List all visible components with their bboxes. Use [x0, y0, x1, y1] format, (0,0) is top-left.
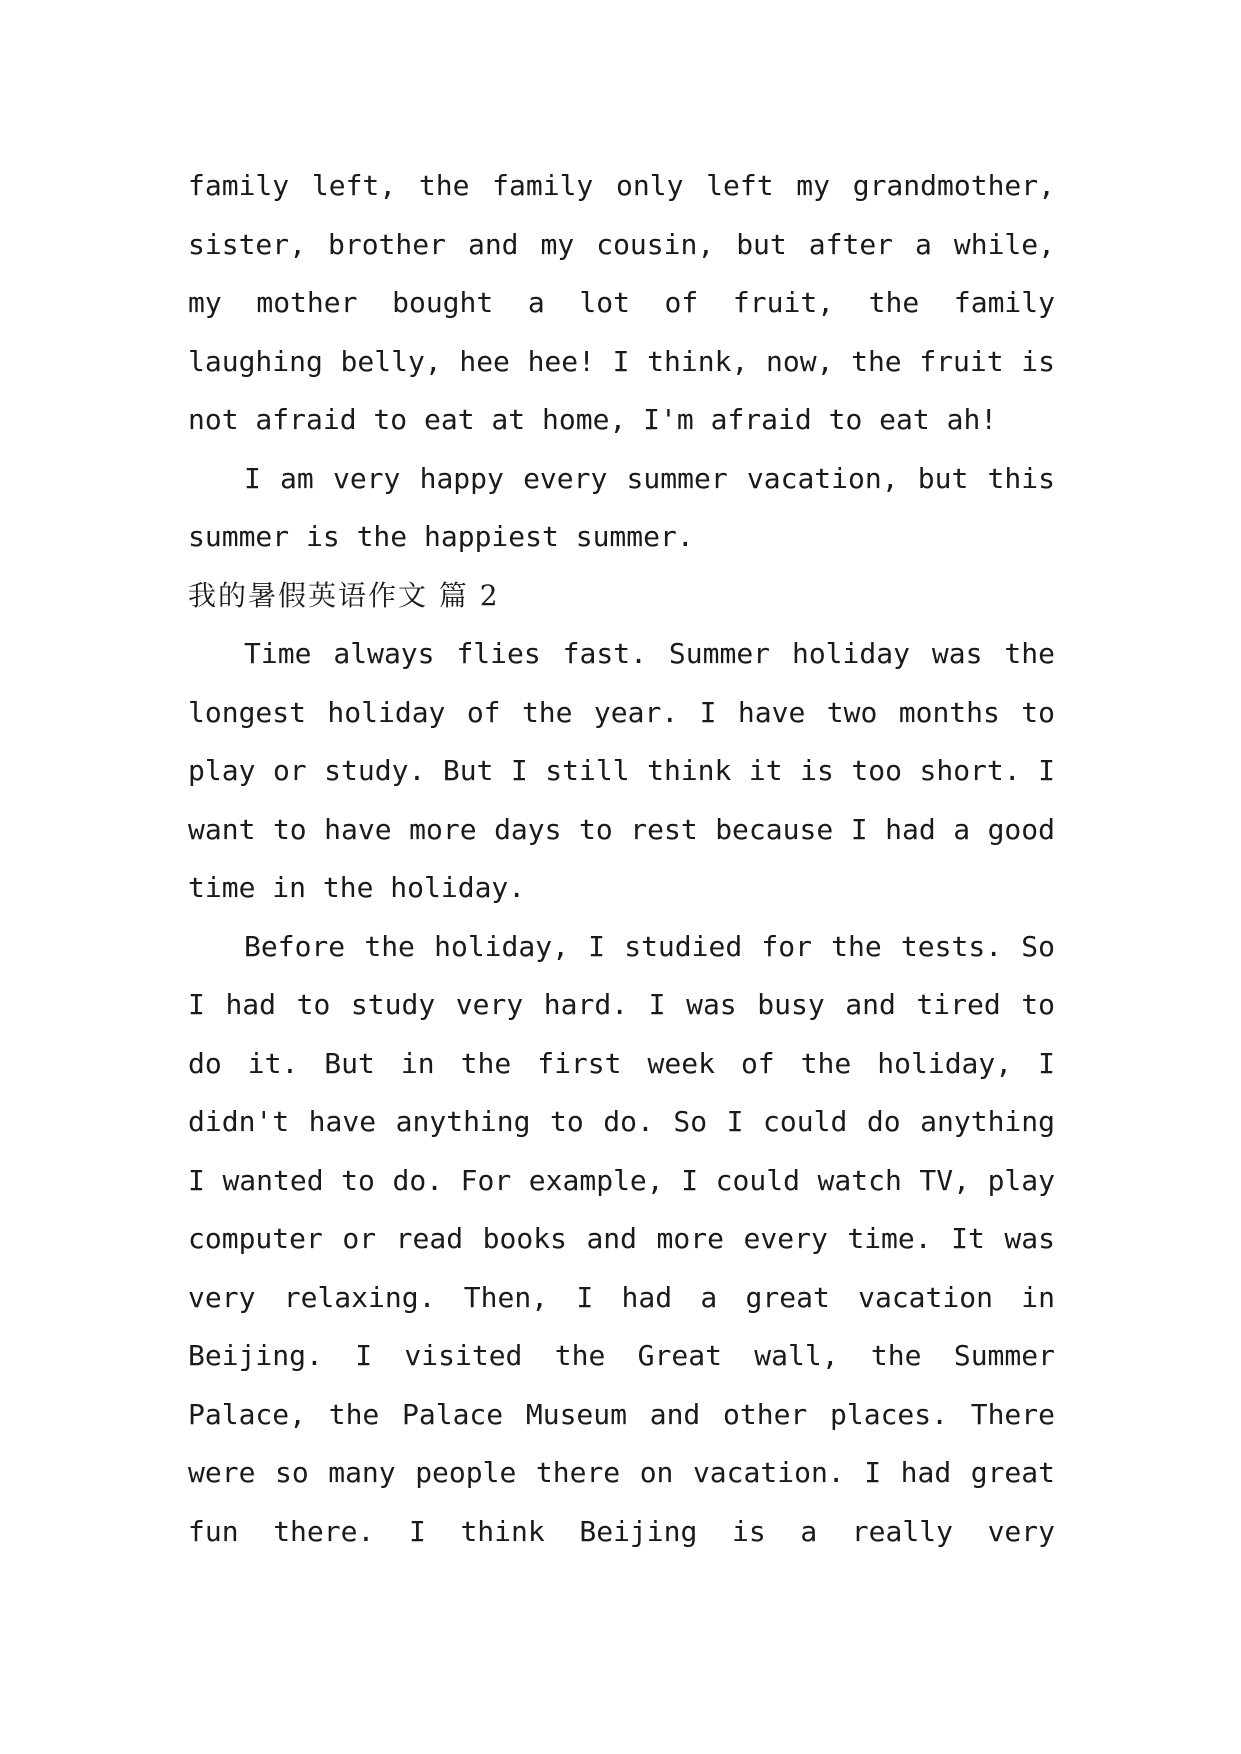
paragraph-before-holiday: Before the holiday, I studied for the tests. So I had to study very hard. I was busy and tired to do it. But in the first week of the holiday, I didn't have anything to do. So I could do anything I wanted to do. For example, I could watch TV, play computer or read books and more every time. It was very relaxing. Then, I had a great vacation in Beijing. I visited the Great wall, the Summer Palace, the Palace Museum and other places. There were so many people there on vacation. I had great fun there. I think Beijing is a really very: [188, 929, 1055, 1548]
paragraph-family-fruit: family left, the family only left my grandmother, sister, brother and my cousin, but after a while, my mother bought a lot of fruit, the family laughing belly, hee hee! I think, now, the fruit is not afraid to eat at home, I'm afraid to eat ah!: [188, 169, 1055, 436]
section-heading: 我的暑假英语作文 篇 2: [188, 578, 500, 612]
paragraph-happiest-summer: I am very happy every summer vacation, but this summer is the happiest summer.: [188, 461, 1055, 553]
paragraph-time-flies: Time always flies fast. Summer holiday was the longest holiday of the year. I have two months to play or study. But I still think it is too short. I want to have more days to rest because I had a good time in the holiday.: [188, 637, 1055, 904]
document-body: [188, 157, 1055, 1561]
